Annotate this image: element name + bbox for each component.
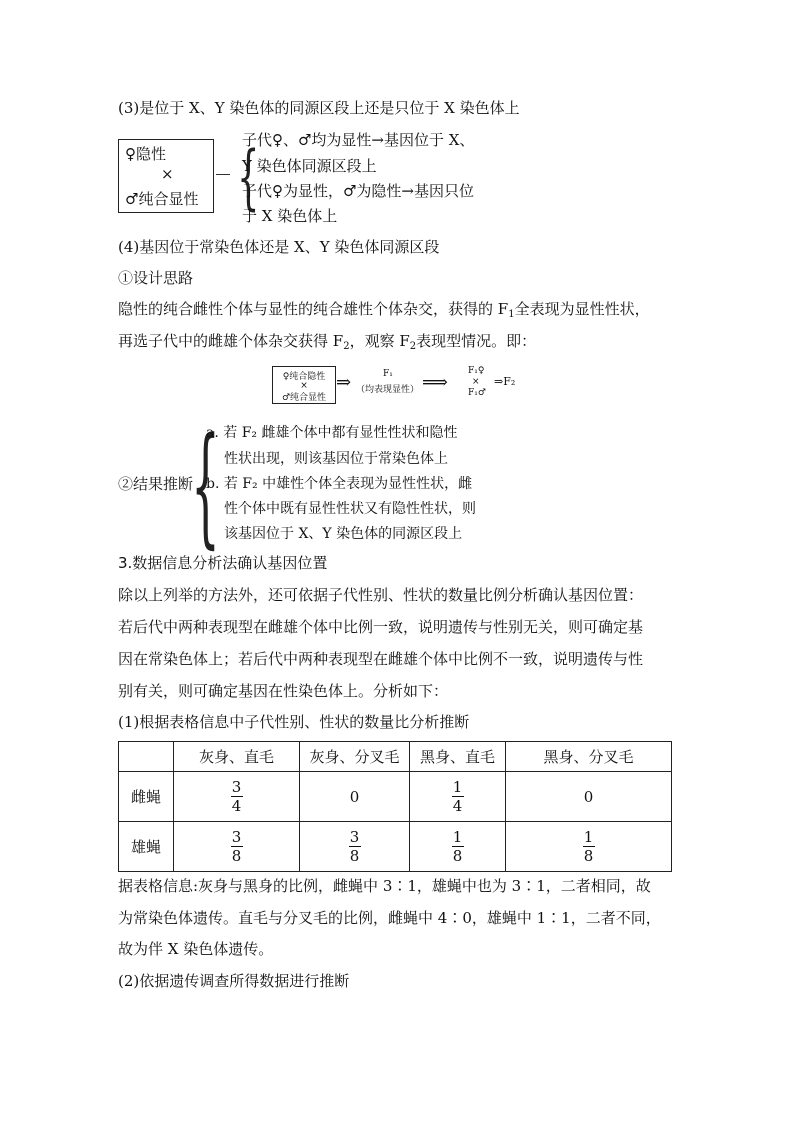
- header-col-3: 黑身、直毛: [410, 742, 506, 772]
- design-title: ①设计思路: [118, 269, 194, 287]
- f1-note: （均表现显性）: [356, 385, 420, 395]
- header-empty: [119, 742, 174, 772]
- f1-male: F₁♂: [468, 388, 486, 398]
- arrow-f2: ⇒F₂: [494, 375, 516, 388]
- table-cell: $\frac{3}{8}$: [174, 822, 300, 872]
- box1-line-2: Y 染色体同源区段上: [242, 157, 377, 175]
- parent-female: ♀纯合隐性: [282, 372, 326, 382]
- table-row: [119, 822, 672, 872]
- para2-line-2: 为常染色体遗传。直毛与分叉毛的比例，雌蝇中 4∶0，雄蝇中 1∶1，二者不同，: [118, 909, 661, 927]
- connector-line: [216, 174, 230, 175]
- para1-line-3: 因在常染色体上；若后代中两种表现型在雌雄个体中比例不一致，说明遗传与性: [118, 650, 644, 668]
- table-header-row: [119, 742, 672, 772]
- para2-line-1: 据表格信息:灰身与黑身的比例，雌蝇中 3∶1，雄蝇中也为 3∶1，二者相同，故: [118, 877, 651, 895]
- table-cell: 0: [506, 772, 672, 822]
- f1-cross: ×: [472, 377, 480, 387]
- table-cell: $\frac{1}{8}$: [410, 822, 506, 872]
- header-col-1: 灰身、直毛: [174, 742, 300, 772]
- heading-3: 3.数据信息分析法确认基因位置: [118, 554, 328, 572]
- row-label: 雌蝇: [119, 772, 174, 822]
- table-cell: $\frac{3}{8}$: [300, 822, 410, 872]
- box1-line-3: 子代♀为显性，♂为隐性→基因只位: [242, 182, 474, 200]
- para2-line-3: 故为伴 X 染色体遗传。: [118, 940, 274, 958]
- arrow-1: ⇒: [336, 372, 352, 393]
- result-line-3: b. 若 F₂ 中雄性个体全表现为显性性状，雌: [206, 476, 473, 492]
- cross-box: [118, 139, 214, 213]
- result-line-1: a. 若 F₂ 雌雄个体中都有显性性状和隐性: [206, 425, 458, 441]
- design-line-1: 隐性的纯合雌性个体与显性的纯合雄性个体杂交，获得的 $F_1$全表现为显性性状，: [118, 300, 650, 320]
- para1-line-1: 除以上列举的方法外，还可依据子代性别、性状的数量比例分析确认基因位置：: [118, 586, 644, 604]
- design-line-2: 再选子代中的雌雄个体杂交获得 $F_2$，观察 $F_2$表现型情况。即：: [118, 332, 537, 352]
- brace-1: {: [237, 136, 260, 218]
- box1-line-1: 子代♀、♂均为显性→基因位于 X、: [242, 131, 475, 149]
- parent-box: [272, 366, 336, 404]
- male-dominant: ♂纯合显性: [125, 190, 199, 208]
- cross-symbol: ×: [161, 165, 174, 183]
- f1-female: F₁♀: [468, 366, 485, 376]
- header-col-4: 黑身、分叉毛: [506, 742, 672, 772]
- brace-2: {: [191, 409, 220, 561]
- sub2-title: (2)依据遗传调查所得数据进行推断: [118, 972, 350, 990]
- table-cell: $\frac{1}{8}$: [506, 822, 672, 872]
- box1-line-4: 于 X 染色体上: [242, 207, 338, 225]
- parent-cross: ×: [300, 381, 308, 391]
- table-cell: $\frac{1}{4}$: [410, 772, 506, 822]
- female-recessive: ♀隐性: [125, 145, 166, 163]
- row-label: 雄蝇: [119, 822, 174, 872]
- sub1-title: (1)根据表格信息中子代性别、性状的数量比分析推断: [118, 713, 470, 731]
- arrow-2: ⟹: [422, 372, 446, 393]
- f1-label: F₁: [383, 369, 393, 379]
- result-label: ②结果推断: [118, 475, 194, 493]
- para1-line-4: 别有关，则可确定基因在性染色体上。分析如下：: [118, 682, 449, 700]
- para1-line-2: 若后代中两种表现型在雌雄个体中比例一致，说明遗传与性别无关，则可确定基: [118, 618, 644, 636]
- table-cell: $\frac{3}{4}$: [174, 772, 300, 822]
- table-row: [119, 772, 672, 822]
- data-table: [118, 741, 672, 872]
- section-4-title: (4)基因位于常染色体还是 X、Y 染色体同源区段: [118, 238, 440, 256]
- result-line-4: 性个体中既有显性性状又有隐性性状，则: [224, 501, 476, 517]
- parent-male: ♂纯合显性: [281, 393, 327, 403]
- section-3-title: (3)是位于 X、Y 染色体的同源区段上还是只位于 X 染色体上: [118, 99, 520, 117]
- header-col-2: 灰身、分叉毛: [300, 742, 410, 772]
- result-line-5: 该基因位于 X、Y 染色体的同源区段上: [224, 526, 463, 542]
- table-cell: 0: [300, 772, 410, 822]
- result-line-2: 性状出现，则该基因位于常染色体上: [224, 451, 448, 467]
